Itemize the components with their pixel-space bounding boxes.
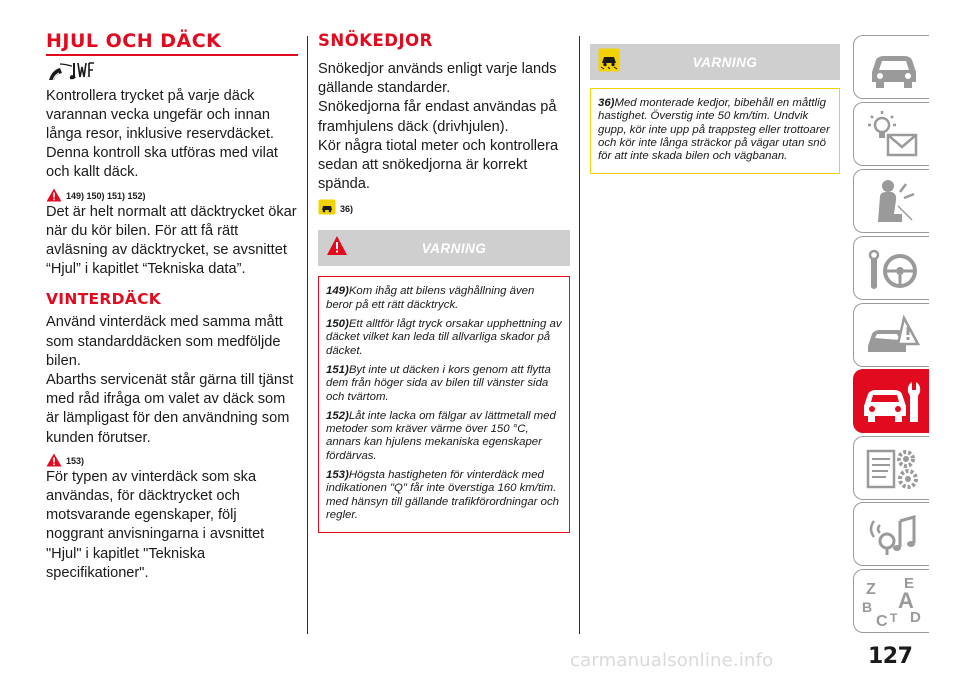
warning-item: 151)Byt inte ut däcken i kors genom att flytta dem från höger sida av bilen till vänster sida och tvärtom. bbox=[326, 363, 551, 403]
specs-gears-icon bbox=[854, 437, 930, 501]
tab-starting-driving[interactable] bbox=[853, 236, 929, 300]
index-letter: Z bbox=[866, 581, 876, 598]
seat-safety-icon bbox=[854, 170, 930, 234]
middle-column bbox=[318, 30, 570, 533]
warning-item: 150)Ett alltför lågt tryck orsakar upphettning av däcket vilket kan leda till allvarliga skador på däcket. bbox=[326, 318, 562, 357]
page-number: 127 bbox=[868, 644, 913, 669]
paragraph-service-network: Abarths servicenät står gärna till tjänst med råd ifråga om valet av däck som är lämpligast för den användning som kunden förutser. bbox=[46, 371, 294, 446]
warning-box-tyres bbox=[318, 276, 570, 533]
caution-box-chains bbox=[590, 88, 840, 174]
section-title-wheels-tyres: HJUL OCH DÄCK bbox=[46, 30, 222, 52]
warning-triangle-icon bbox=[46, 188, 62, 202]
car-wrench-icon bbox=[854, 370, 930, 434]
warning-box-header bbox=[318, 230, 570, 266]
car-emergency-icon bbox=[854, 304, 930, 368]
paragraph-chains-check: Kör några tiotal meter och kontrollera sedan att snökedjorna är korrekt spända. bbox=[318, 137, 559, 193]
right-column bbox=[590, 44, 840, 174]
index-letter: E bbox=[904, 575, 915, 592]
caution-car-icon bbox=[318, 199, 336, 215]
tab-seat-safety[interactable] bbox=[853, 169, 929, 233]
tab-lights-messages[interactable] bbox=[853, 102, 929, 166]
paragraph-pressure-check: Kontrollera trycket på varje däck varannan vecka ungefär och innan långa resor, inklusive reservdäcket. Denna kontroll ska utföras med vilat och kallt däck. bbox=[46, 87, 278, 181]
lights-message-icon bbox=[854, 103, 930, 167]
warning-reference bbox=[46, 188, 298, 202]
paragraph-chains-front: Snökedjorna får endast användas på framhjulens däck (drivhjulen). bbox=[318, 99, 557, 135]
warning-reference bbox=[46, 453, 298, 467]
index-letter: B bbox=[862, 599, 873, 615]
warning-label: VARNING bbox=[421, 240, 487, 256]
caution-item: 36)Med monterade kedjor, bibehåll en måttlig hastighet. Överstig inte 50 km/tim. Undvik gupp, kör inte upp på trappsteg eller trottoarer och kör inte långa sträckor på vägar utan snö för att inte skada bilen och vägbanan. bbox=[598, 97, 830, 163]
warning-ref-numbers: 149) 150) 151) 152) bbox=[66, 190, 146, 201]
left-column bbox=[46, 30, 298, 583]
warning-triangle-icon bbox=[46, 453, 62, 467]
paragraph-chains-standards: Snökedjor används enligt varje lands gällande standarder. bbox=[318, 61, 557, 97]
index-letter: C bbox=[876, 613, 888, 630]
tab-multimedia[interactable] bbox=[853, 502, 929, 566]
paragraph-winter-type: För typen av vinterdäck som ska användas, för däcktrycket och motsvarande egenskaper, följ noggrant anvisningarna i avsnittet "Hjul" i kapitlet "Tekniska specifikationer". bbox=[46, 468, 265, 581]
watermark: carmanualsonline.info bbox=[570, 650, 774, 671]
paragraph-winter-size: Använd vinterdäck med samma mått som standarddäcken som medföljde bilen. bbox=[46, 314, 283, 369]
title-underline bbox=[46, 54, 298, 56]
warning-ref-numbers: 153) bbox=[66, 455, 85, 466]
caution-box-header bbox=[590, 44, 840, 80]
warning-triangle-icon bbox=[326, 235, 348, 257]
index-letter: T bbox=[890, 611, 898, 625]
caution-label: VARNING bbox=[692, 54, 758, 70]
caution-ref-number: 36) bbox=[340, 204, 354, 215]
alphabet-index-icon bbox=[854, 570, 930, 634]
index-letter: A bbox=[898, 588, 914, 613]
multimedia-icon bbox=[854, 503, 930, 567]
warning-item: 149)Kom ihåg att bilens väghållning även beror på ett rätt däcktryck. bbox=[326, 285, 535, 311]
key-steering-wheel-icon bbox=[854, 237, 930, 301]
index-letter: D bbox=[910, 609, 921, 626]
warning-item: 153)Högsta hastigheten för vinterdäck med indikationen "Q" får inte överstiga 160 km/tim. med hänsyn till gällande trafikförordningar och regler. bbox=[326, 468, 560, 521]
tab-alphabetical-index[interactable] bbox=[853, 569, 929, 633]
tyre-pressure-icon bbox=[46, 60, 298, 84]
section-title-snow-chains: SNÖKEDJOR bbox=[318, 31, 433, 50]
caution-car-icon bbox=[598, 48, 620, 72]
column-divider-right bbox=[579, 36, 580, 634]
caution-reference bbox=[318, 199, 570, 215]
tab-car-dashboard[interactable] bbox=[853, 35, 929, 99]
tab-technical-data[interactable] bbox=[853, 436, 929, 500]
tab-maintenance[interactable] bbox=[853, 369, 929, 433]
paragraph-pressure-increase: Det är helt normalt att däcktrycket ökar när du kör bilen. För att få rätt avläsning av däcktrycket, se avsnittet “Hjul” i kapitlet “Tekniska data”. bbox=[46, 203, 297, 278]
tab-emergency[interactable] bbox=[853, 303, 929, 367]
column-divider-left bbox=[307, 36, 308, 634]
section-title-winter-tyres: VINTERDÄCK bbox=[46, 290, 162, 309]
warning-item: 152)Låt inte lacka om fälgar av lättmetall med metoder som kräver värme över 150 °C, annars kan hjulens mekaniska egenskaper fördärvas. bbox=[326, 409, 556, 462]
car-dashboard-icon bbox=[854, 36, 930, 100]
